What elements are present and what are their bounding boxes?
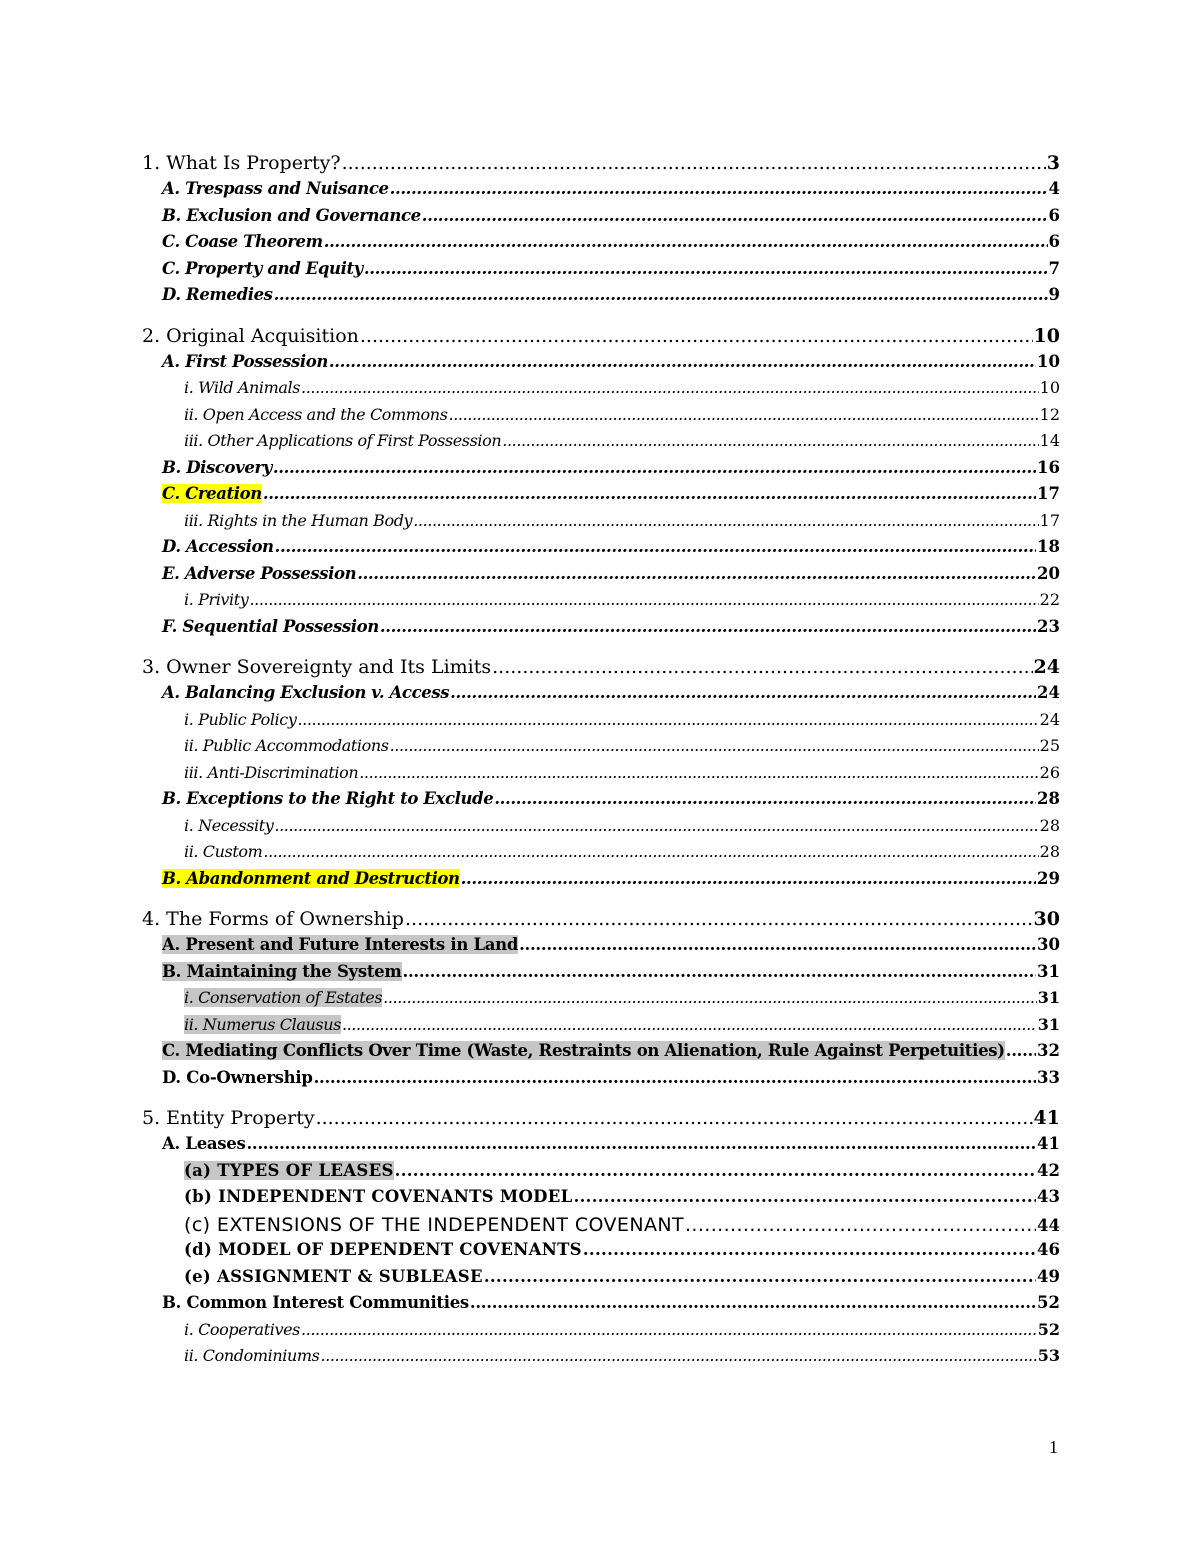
toc-entry[interactable] [142,431,1060,458]
toc-entry-title: (e) ASSIGNMENT & SUBLEASE [184,1266,483,1286]
toc-entry-title: i. Wild Animals [184,378,301,397]
toc-entry-page: 46 [1037,1240,1060,1259]
toc-entry-page: 10 [1037,351,1060,371]
toc-entry[interactable] [142,206,1060,233]
toc-entry-title: i. Necessity [184,815,274,835]
dot-leader [422,206,1048,225]
toc-entry-page: 25 [1039,736,1060,755]
dot-leader [359,763,1038,782]
toc-entry-page: 20 [1037,563,1060,583]
toc-entry-page: 30 [1037,935,1060,954]
toc-entry-title: ii. Open Access and the Commons [184,404,448,424]
toc-entry-title: A. Leases [162,1134,246,1153]
dot-leader [342,152,1046,174]
dot-leader [519,935,1036,954]
toc-entry[interactable] [142,869,1060,896]
toc-entry-page: 22 [1039,590,1060,609]
dot-leader [329,352,1036,371]
dot-leader [1006,1041,1036,1060]
toc-entry-title: B. Exceptions to the Right to Exclude [162,789,494,808]
toc-entry-title: iii. Rights in the Human Body [184,510,413,530]
toc-entry-title: D. Remedies [162,285,273,304]
toc-entry-title: F. Sequential Possession [162,616,379,636]
dot-leader [246,1134,1036,1153]
toc-entry-title: E. Adverse Possession [162,563,357,583]
dot-leader [263,484,1036,503]
dot-leader [574,1187,1036,1206]
dot-leader [405,908,1033,930]
table-of-contents [142,152,1060,1373]
toc-entry-title: ii. Custom [184,842,263,861]
toc-entry-page: 9 [1048,285,1060,304]
toc-entry-title: (c) EXTENSIONS OF THE INDEPENDENT COVENANT [184,1213,684,1236]
dot-leader [502,431,1038,450]
toc-entry-page: 41 [1037,1134,1060,1153]
dot-leader [470,1293,1036,1312]
toc-entry[interactable] [142,1240,1060,1267]
toc-entry[interactable] [142,935,1060,962]
toc-entry-page: 49 [1037,1266,1060,1286]
toc-entry[interactable] [142,325,1060,352]
toc-entry-page: 31 [1037,961,1060,981]
dot-leader [390,179,1048,198]
dot-leader [494,789,1036,808]
toc-entry-page: 18 [1037,537,1060,556]
toc-entry-title: (b) INDEPENDENT COVENANTS MODEL [184,1187,573,1206]
dot-leader [273,458,1036,477]
dot-leader [320,1346,1036,1365]
toc-entry[interactable] [142,656,1060,683]
toc-entry[interactable] [142,789,1060,816]
toc-entry[interactable] [142,537,1060,564]
toc-entry[interactable] [142,1320,1060,1347]
toc-entry-page: 23 [1037,616,1060,636]
toc-entry-title: B. Maintaining the System [162,961,402,981]
toc-entry-title: C. Mediating Conflicts Over Time (Waste, Restraints on Alienation, Rule Against Perpetuities) [162,1041,1005,1060]
toc-entry-title: B. Discovery [162,457,272,477]
toc-entry-title: 1. What Is Property? [142,152,341,174]
toc-entry-title: 5. Entity Property [142,1107,315,1129]
toc-entry-page: 6 [1048,232,1060,251]
dot-leader [380,617,1036,636]
toc-entry-page: 31 [1037,1014,1060,1034]
dot-leader [390,736,1039,755]
toc-entry-title: 2. Original Acquisition [142,324,359,347]
toc-entry[interactable] [142,179,1060,206]
toc-entry-page: 28 [1037,789,1060,808]
dot-leader [583,1240,1036,1259]
toc-entry-title: A. First Possession [162,351,328,371]
toc-entry-page: 6 [1048,205,1060,225]
toc-entry[interactable] [142,352,1060,379]
toc-entry-title: ii. Public Accommodations [184,736,389,755]
dot-leader [383,988,1037,1007]
toc-entry-page: 26 [1039,762,1060,782]
toc-entry-page: 53 [1037,1346,1060,1365]
toc-entry-page: 33 [1037,1067,1060,1087]
toc-entry-page: 7 [1048,258,1060,278]
dot-leader [685,1214,1036,1236]
toc-entry-page: 43 [1037,1187,1060,1206]
toc-entry-title: D. Accession [162,537,274,556]
toc-entry-page: 44 [1037,1215,1060,1235]
toc-entry[interactable] [142,590,1060,617]
toc-entry[interactable] [142,564,1060,591]
dot-leader [274,816,1038,835]
toc-entry[interactable] [142,511,1060,538]
toc-entry[interactable] [142,683,1060,710]
toc-entry[interactable] [142,259,1060,286]
dot-leader [449,405,1039,424]
toc-entry-title: 4. The Forms of Ownership [142,908,404,930]
toc-entry-title: i. Public Policy [184,709,297,729]
toc-entry-page: 24 [1039,709,1060,729]
toc-entry[interactable] [142,378,1060,405]
toc-entry-page: 4 [1048,179,1060,198]
toc-entry-page: 10 [1039,378,1060,397]
toc-entry[interactable] [142,1107,1060,1134]
dot-leader [314,1068,1036,1087]
toc-entry-page: 10 [1033,324,1060,347]
toc-entry[interactable] [142,484,1060,511]
toc-entry-title: i. Privity [184,590,249,609]
dot-leader [249,590,1038,609]
dot-leader [395,1161,1036,1180]
dot-leader [484,1267,1036,1286]
toc-entry-page: 42 [1037,1160,1060,1180]
toc-entry[interactable] [142,988,1060,1015]
toc-entry-title: A. Present and Future Interests in Land [162,935,519,954]
toc-entry[interactable] [142,1041,1060,1068]
dot-leader [403,962,1037,981]
toc-entry-title: iii. Anti-Discrimination [184,762,359,782]
toc-entry[interactable] [142,405,1060,432]
toc-entry-page: 28 [1039,815,1060,835]
toc-entry-page: 30 [1033,908,1060,930]
dot-leader [301,1320,1037,1339]
dot-leader [342,1015,1037,1034]
dot-leader [316,1107,1033,1129]
toc-entry-page: 24 [1033,656,1060,678]
toc-entry[interactable] [142,710,1060,737]
toc-entry[interactable] [142,842,1060,869]
toc-entry[interactable] [142,1214,1060,1241]
toc-entry[interactable] [142,1068,1060,1095]
toc-entry-page: 16 [1037,457,1060,477]
toc-entry-title: A. Balancing Exclusion v. Access [162,683,450,702]
toc-entry-title: (d) MODEL OF DEPENDENT COVENANTS [184,1240,582,1259]
dot-leader [413,511,1038,530]
toc-entry[interactable] [142,617,1060,644]
toc-entry[interactable] [142,1267,1060,1294]
toc-entry-title: i. Cooperatives [184,1319,300,1339]
toc-entry-page: 31 [1037,988,1060,1007]
toc-entry-title: C. Coase Theorem [162,232,323,251]
toc-entry[interactable] [142,1187,1060,1214]
toc-entry-page: 41 [1033,1107,1060,1129]
toc-entry-title: ii. Condominiums [184,1346,320,1365]
toc-entry-title: D. Co-Ownership [162,1067,313,1087]
page-number: 1 [1049,1437,1058,1457]
toc-entry[interactable] [142,232,1060,259]
toc-entry-title: B. Exclusion and Governance [162,205,421,225]
toc-entry-title: 3. Owner Sovereignty and Its Limits [142,656,492,678]
dot-leader [357,564,1036,583]
toc-entry[interactable] [142,458,1060,485]
dot-leader [450,683,1036,702]
dot-leader [297,710,1038,729]
toc-entry[interactable] [142,1134,1060,1161]
dot-leader [360,325,1033,347]
toc-entry[interactable] [142,736,1060,763]
dot-leader [461,869,1036,888]
toc-entry[interactable] [142,285,1060,312]
toc-entry-title: i. Conservation of Estates [184,988,383,1007]
toc-entry-title: (a) TYPES OF LEASES [184,1160,394,1180]
toc-entry[interactable] [142,1161,1060,1188]
toc-entry-page: 3 [1046,152,1060,174]
toc-entry-page: 32 [1037,1041,1060,1060]
toc-entry-page: 29 [1037,868,1060,888]
toc-entry-page: 12 [1039,404,1060,424]
toc-entry[interactable] [142,1015,1060,1042]
toc-entry[interactable] [142,763,1060,790]
dot-leader [364,259,1048,278]
dot-leader [274,285,1048,304]
dot-leader [492,656,1032,678]
toc-entry-page: 17 [1039,510,1060,530]
dot-leader [263,842,1038,861]
toc-entry-title: B. Common Interest Communities [162,1293,469,1312]
toc-entry[interactable] [142,1346,1060,1373]
toc-entry-page: 52 [1037,1293,1060,1312]
toc-entry[interactable] [142,816,1060,843]
dot-leader [324,232,1048,251]
toc-entry[interactable] [142,908,1060,935]
toc-entry-title: B. Abandonment and Destruction [162,868,460,888]
toc-entry-page: 52 [1037,1319,1060,1339]
dot-leader [275,537,1036,556]
toc-entry-title: C. Creation [162,484,262,503]
dot-leader [301,378,1039,397]
toc-entry-title: ii. Numerus Clausus [184,1014,341,1034]
toc-entry-page: 17 [1037,484,1060,503]
toc-entry[interactable] [142,1293,1060,1320]
toc-entry-page: 14 [1039,431,1060,450]
toc-entry-title: C. Property and Equity [162,258,363,278]
toc-entry-page: 24 [1037,683,1060,702]
toc-entry-page: 28 [1039,842,1060,861]
toc-entry-title: iii. Other Applications of First Possession [184,431,502,450]
toc-entry-title: A. Trespass and Nuisance [162,179,389,198]
toc-entry[interactable] [142,152,1060,179]
toc-entry[interactable] [142,962,1060,989]
